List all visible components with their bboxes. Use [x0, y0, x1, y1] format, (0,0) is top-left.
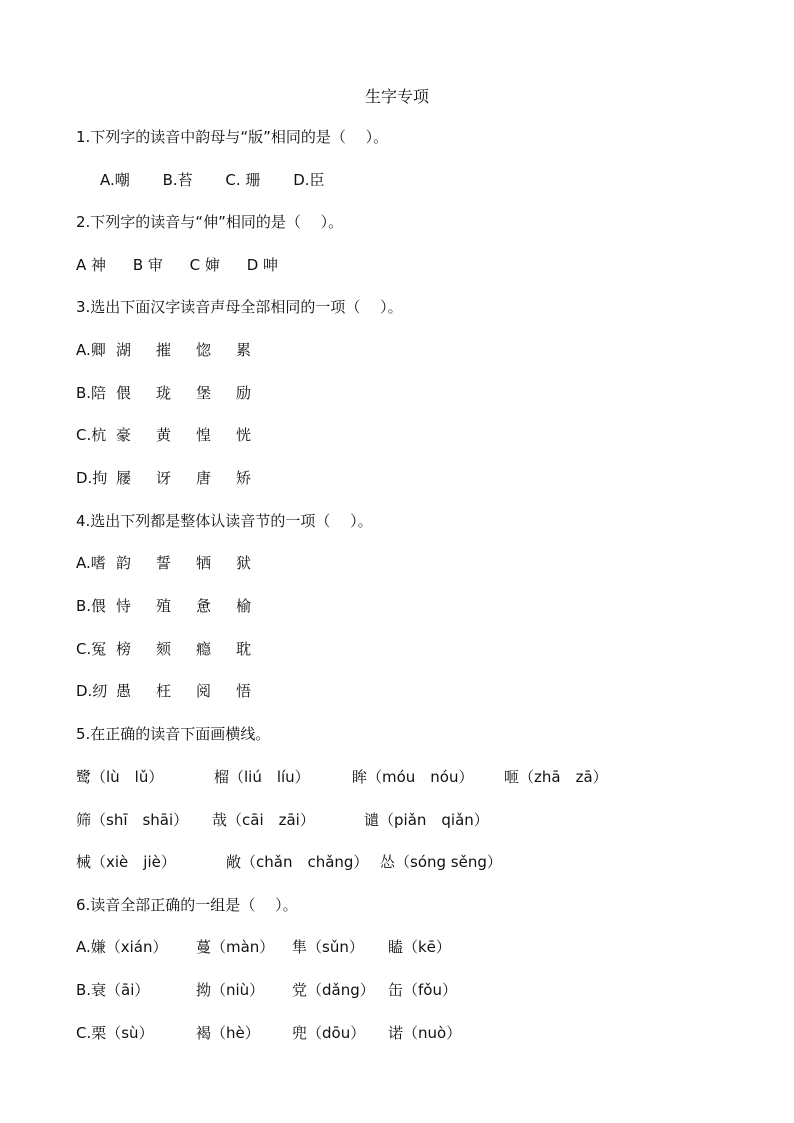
q4-b-char-4: 惫	[196, 597, 212, 615]
q5-item: 怂（sóng sěng）	[380, 853, 502, 871]
q4-d-char-4: 阅	[196, 682, 212, 700]
q4-a-char-3: 誓	[156, 554, 172, 572]
q4-option-row	[76, 681, 276, 701]
q3-option-row	[76, 468, 276, 488]
q5-pinyin-row	[76, 767, 608, 787]
q4-b-char-5: 榆	[236, 597, 252, 615]
q3-c-char-3: 黄	[156, 426, 172, 444]
q6-item: 瞌（kē）	[388, 938, 451, 956]
q4-b-char-2: 恃	[116, 597, 132, 615]
q4-a-char-2: 韵	[116, 554, 132, 572]
q1-option-b: B.苔	[162, 171, 193, 189]
q3-d-char-5: 矫	[236, 469, 252, 487]
q3-a-char-3: 摧	[156, 341, 172, 359]
q5-item: 械（xiè jiè）	[76, 853, 176, 871]
q3-b-char-4: 堡	[196, 384, 212, 402]
question-1-stem: 1.下列字的读音中韵母与“版”相同的是（ ）。	[76, 128, 389, 146]
question-2-stem: 2.下列字的读音与“伸”相同的是（ ）。	[76, 213, 344, 231]
q4-c-char-3: 颏	[156, 640, 172, 658]
question-5-stem: 5.在正确的读音下面画横线。	[76, 725, 271, 743]
q6-option-row	[76, 980, 457, 1000]
q3-c-char-2: 豪	[116, 426, 132, 444]
q5-item: 哉（cāi zāi）	[212, 811, 315, 829]
q4-c-char-5: 耽	[236, 640, 252, 658]
q4-d-char-3: 枉	[156, 682, 172, 700]
q5-item: 筛（shī shāi）	[76, 811, 189, 829]
q3-a-char-2: 湖	[116, 341, 132, 359]
q5-item: 谴（piǎn qiǎn）	[364, 811, 489, 829]
q6-option-row	[76, 1023, 461, 1043]
q3-c-char-4: 惶	[196, 426, 212, 444]
question-4-stem: 4.选出下列都是整体认读音节的一项（ ）。	[76, 512, 373, 530]
q4-option-row	[76, 596, 276, 616]
q5-pinyin-row	[76, 810, 489, 830]
q4-d-char-1: D.纫	[76, 682, 108, 700]
q5-item: 鹭（lù lǔ）	[76, 768, 164, 786]
q6-option-row	[76, 937, 451, 957]
q3-b-char-3: 珑	[156, 384, 172, 402]
q4-a-char-1: A.嗜	[76, 554, 106, 572]
q3-d-char-4: 唐	[196, 469, 212, 487]
q6-item: 褐（hè）	[196, 1024, 260, 1042]
q3-d-char-2: 屦	[116, 469, 132, 487]
q6-item: A.嫌（xián）	[76, 938, 168, 956]
q2-option-a: A 神	[76, 256, 107, 274]
q6-item: C.栗（sù）	[76, 1024, 154, 1042]
question-3-stem: 3.选出下面汉字读音声母全部相同的一项（ ）。	[76, 298, 403, 316]
q5-pinyin-row	[76, 852, 502, 872]
q6-item: B.衰（āi）	[76, 981, 150, 999]
q3-b-char-1: B.陪	[76, 384, 107, 402]
q3-b-char-2: 偎	[116, 384, 132, 402]
q5-item: 榴（liú líu）	[214, 768, 310, 786]
q3-a-char-5: 累	[236, 341, 252, 359]
q4-c-char-1: C.冤	[76, 640, 107, 658]
q6-item: 缶（fǒu）	[388, 981, 457, 999]
q4-c-char-2: 榜	[116, 640, 132, 658]
q2-option-c: C 婶	[189, 256, 220, 274]
q6-item: 党（dǎng）	[292, 981, 375, 999]
q1-option-d: D.臣	[293, 171, 325, 189]
q3-a-char-1: A.卿	[76, 341, 106, 359]
q3-a-char-4: 惚	[196, 341, 212, 359]
q6-item: 拗（niù）	[196, 981, 265, 999]
q5-item: 敞（chǎn chǎng）	[226, 853, 369, 871]
q6-item: 诺（nuò）	[388, 1024, 462, 1042]
q5-item: 咂（zhā zā）	[504, 768, 608, 786]
question-1-options	[100, 170, 353, 190]
q4-option-row	[76, 639, 276, 659]
q3-option-row	[76, 383, 276, 403]
q3-option-row	[76, 425, 276, 445]
q3-d-char-3: 讶	[156, 469, 172, 487]
q2-option-d: D 呻	[246, 256, 279, 274]
q3-b-char-5: 励	[236, 384, 252, 402]
q2-option-b: B 审	[132, 256, 163, 274]
question-6-stem: 6.读音全部正确的一组是（ ）。	[76, 896, 298, 914]
q3-c-char-1: C.杭	[76, 426, 107, 444]
q5-item: 眸（móu nóu）	[352, 768, 474, 786]
q1-option-c: C. 珊	[225, 171, 261, 189]
q3-d-char-1: D.拘	[76, 469, 108, 487]
q4-a-char-4: 牺	[196, 554, 212, 572]
q4-d-char-2: 愚	[116, 682, 132, 700]
q3-option-row	[76, 340, 276, 360]
q4-b-char-1: B.偎	[76, 597, 107, 615]
q6-item: 兜（dōu）	[292, 1024, 366, 1042]
q4-b-char-3: 殖	[156, 597, 172, 615]
page-title: 生字专项	[364, 87, 429, 106]
q4-d-char-5: 悟	[236, 682, 252, 700]
question-2-options	[76, 255, 300, 275]
q6-item: 蔓（màn）	[196, 938, 275, 956]
q4-option-row	[76, 553, 276, 573]
q3-c-char-5: 恍	[236, 426, 252, 444]
q6-item: 隼（sǔn）	[292, 938, 364, 956]
q4-a-char-5: 狱	[236, 554, 252, 572]
q1-option-a: A.嘲	[100, 171, 130, 189]
q4-c-char-4: 瘾	[196, 640, 212, 658]
